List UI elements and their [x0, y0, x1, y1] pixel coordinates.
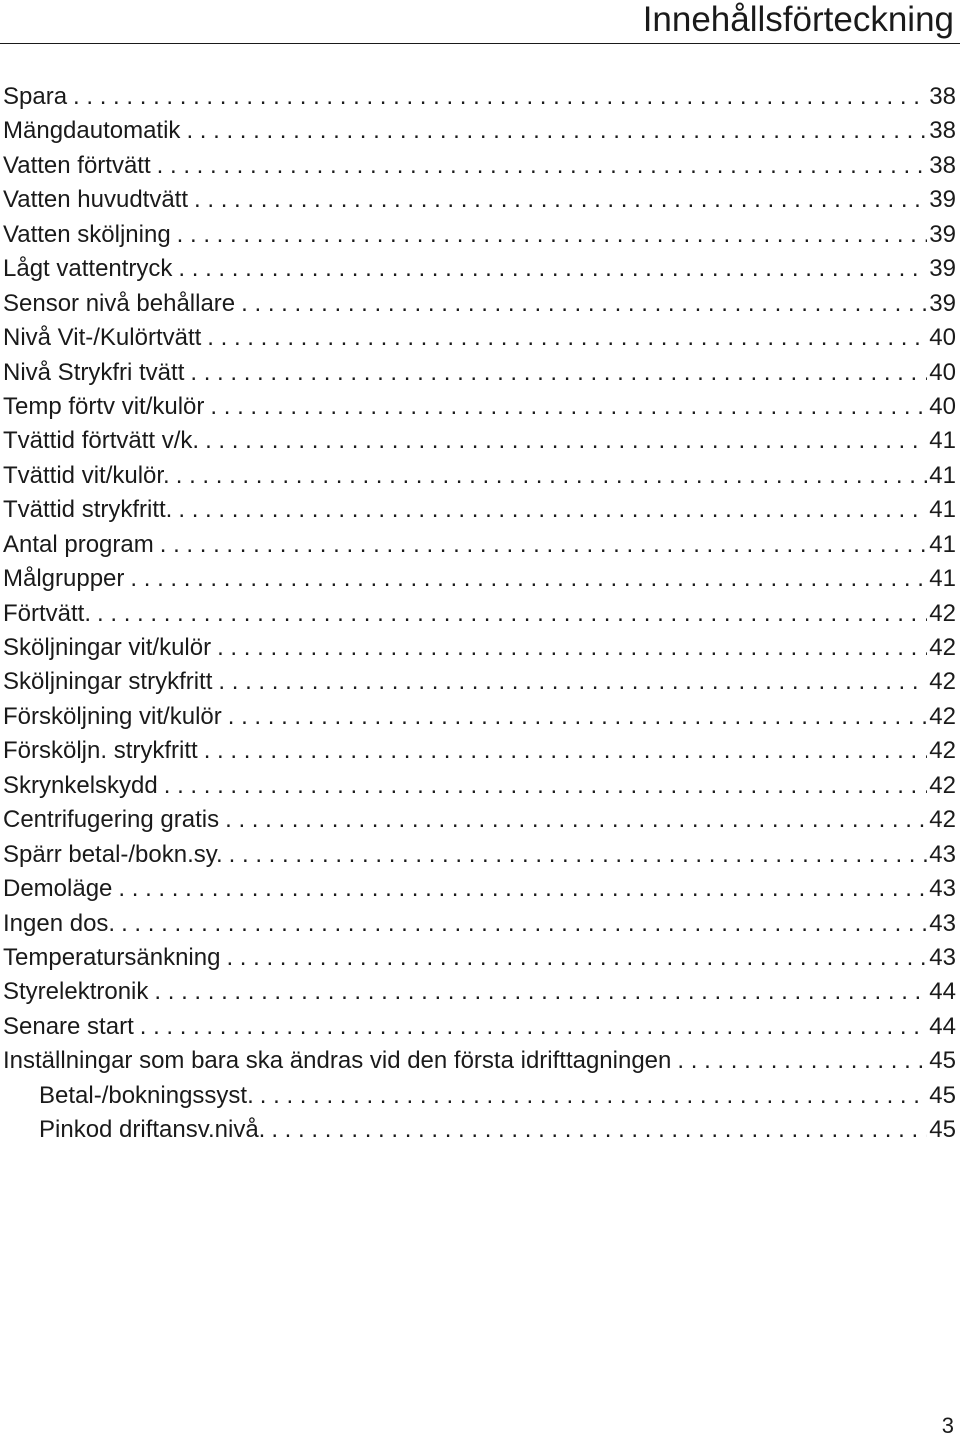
toc-entry-page: 40: [929, 324, 956, 352]
toc-entry-title: Centrifugering gratis: [3, 806, 220, 834]
toc-entry-page: 45: [929, 1116, 956, 1144]
toc-entry-title: Styrelektronik: [3, 978, 149, 1006]
toc-entry-page: 45: [929, 1081, 956, 1109]
toc-dot-leader: [118, 872, 927, 906]
toc-entry[interactable]: [3, 769, 956, 803]
toc-entry-title: Ingen dos.: [3, 909, 116, 937]
toc-entry[interactable]: [3, 562, 956, 596]
toc-entry-title: Inställningar som bara ska ändras vid den första idrifttagningen: [3, 1047, 672, 1075]
page-title: Innehållsförteckning: [642, 0, 954, 39]
toc-entry[interactable]: [3, 390, 956, 424]
toc-dot-leader: [228, 700, 928, 734]
toc-dot-leader: [271, 1113, 927, 1147]
toc-entry-title: Förtvätt.: [3, 599, 92, 627]
toc-entry-page: 42: [929, 771, 956, 799]
toc-entry[interactable]: [3, 114, 956, 148]
toc-dot-leader: [178, 493, 927, 527]
toc-entry-page: 43: [929, 909, 956, 937]
toc-entry-page: 42: [929, 737, 956, 765]
toc-entry-title: Sköljningar strykfritt: [3, 668, 213, 696]
title-divider: [0, 43, 960, 44]
toc-entry-title: Försköljn. strykfritt: [3, 737, 198, 765]
toc-entry-title: Betal-/bokningssyst.: [39, 1081, 254, 1109]
toc-entry[interactable]: [3, 1010, 956, 1044]
toc-dot-leader: [177, 218, 928, 252]
toc-entry-page: 45: [929, 1047, 956, 1075]
toc-entry-title: Nivå Strykfri tvätt: [3, 358, 185, 386]
toc-dot-leader: [130, 562, 927, 596]
toc-entry-page: 42: [929, 599, 956, 627]
toc-entry-page: 43: [929, 875, 956, 903]
toc-dot-leader: [217, 631, 927, 665]
toc-entry[interactable]: [3, 252, 956, 286]
toc-entry-page: 38: [929, 151, 956, 179]
toc-entry-page: 39: [929, 220, 956, 248]
toc-entry-page: 39: [929, 255, 956, 283]
toc-entry-page: 44: [929, 978, 956, 1006]
toc-entry[interactable]: [3, 493, 956, 527]
toc-entry-title: Vatten förtvätt: [3, 151, 151, 179]
toc-dot-leader: [121, 907, 927, 941]
toc-dot-leader: [154, 975, 927, 1009]
toc-entry-title: Tvättid strykfritt.: [3, 496, 173, 524]
toc-dot-leader: [677, 1044, 927, 1078]
toc-entry[interactable]: [3, 218, 956, 252]
toc-entry-title: Vatten huvudtvätt: [3, 186, 189, 214]
toc-entry-page: 42: [929, 702, 956, 730]
toc-entry-title: Sensor nivå behållare: [3, 289, 236, 317]
toc-dot-leader: [204, 734, 928, 768]
toc-entry[interactable]: [3, 1044, 956, 1078]
toc-entry-page: 41: [929, 565, 956, 593]
toc-entry[interactable]: [3, 287, 956, 321]
toc-entry-page: 41: [929, 461, 956, 489]
toc-entry[interactable]: [3, 597, 956, 631]
toc-entry-title: Demoläge: [3, 875, 113, 903]
toc-entry-title: Skrynkelskydd: [3, 771, 158, 799]
toc-dot-leader: [205, 424, 927, 458]
toc-entry[interactable]: [3, 838, 956, 872]
toc-entry-title: Mängdautomatik: [3, 117, 181, 145]
toc-entry-page: 41: [929, 530, 956, 558]
toc-entry-title: Spara: [3, 83, 68, 110]
toc-entry[interactable]: [3, 528, 956, 562]
toc-entry[interactable]: [3, 356, 956, 390]
toc-entry-title: Spärr betal-/bokn.sy.: [3, 840, 223, 868]
toc-entry[interactable]: [3, 665, 956, 699]
toc-entry[interactable]: [3, 941, 956, 975]
toc-entry-page: 42: [929, 668, 956, 696]
toc-entry-title: Försköljning vit/kulör: [3, 702, 222, 730]
toc-dot-leader: [97, 597, 927, 631]
toc-entry[interactable]: [3, 631, 956, 665]
toc-entry-title: Tvättid förtvätt v/k.: [3, 427, 200, 455]
toc-entry-page: 43: [929, 840, 956, 868]
toc-entry[interactable]: [3, 803, 956, 837]
toc-entry[interactable]: [3, 1079, 956, 1113]
toc-dot-leader: [178, 252, 927, 286]
toc-dot-leader: [157, 149, 928, 183]
toc-entry[interactable]: [3, 907, 956, 941]
toc-entry-title: Nivå Vit-/Kulörtvätt: [3, 324, 202, 352]
toc-dot-leader: [210, 390, 927, 424]
toc-dot-leader: [260, 1079, 928, 1113]
toc-entry-title: Antal program: [3, 530, 154, 558]
toc-dot-leader: [164, 769, 928, 803]
toc-dot-leader: [160, 528, 928, 562]
toc-entry-page: 43: [929, 943, 956, 971]
toc-entry[interactable]: [3, 872, 956, 906]
toc-dot-leader: [207, 321, 927, 355]
toc-dot-leader: [176, 459, 928, 493]
toc-dot-leader: [229, 838, 928, 872]
toc-dot-leader: [186, 114, 927, 148]
toc-dot-leader: [225, 803, 927, 837]
toc-dot-leader: [241, 287, 927, 321]
toc-entry[interactable]: [3, 1113, 956, 1147]
toc-entry-page: 39: [929, 289, 956, 317]
table-of-contents: [3, 80, 956, 1148]
toc-entry-page: 39: [929, 186, 956, 214]
toc-entry-page: 42: [929, 806, 956, 834]
toc-dot-leader: [140, 1010, 928, 1044]
toc-entry[interactable]: [3, 321, 956, 355]
toc-entry-page: 42: [929, 634, 956, 661]
toc-dot-leader: [226, 941, 927, 975]
toc-entry-title: Temperatursänkning: [3, 943, 221, 971]
toc-entry-title: Målgrupper: [3, 565, 125, 593]
toc-entry-page: 38: [929, 117, 956, 145]
toc-entry-title: Vatten sköljning: [3, 220, 171, 248]
toc-entry-title: Sköljningar vit/kulör: [3, 634, 212, 661]
toc-entry-title: Lågt vattentryck: [3, 255, 173, 283]
toc-entry-page: 44: [929, 1012, 956, 1040]
toc-entry[interactable]: [3, 700, 956, 734]
toc-entry-page: 41: [929, 496, 956, 524]
toc-dot-leader: [73, 80, 927, 114]
toc-entry-title: Senare start: [3, 1012, 134, 1040]
page-number: 3: [941, 1413, 954, 1438]
toc-entry-title: Tvättid vit/kulör.: [3, 461, 170, 489]
toc-entry-page: 41: [929, 427, 956, 455]
toc-entry-title: Pinkod driftansv.nivå.: [39, 1116, 266, 1144]
toc-entry-page: 38: [929, 83, 956, 110]
toc-entry[interactable]: [3, 459, 956, 493]
toc-entry[interactable]: [3, 975, 956, 1009]
toc-entry-title: Temp förtv vit/kulör: [3, 392, 205, 420]
toc-entry[interactable]: [3, 80, 956, 114]
toc-entry[interactable]: [3, 424, 956, 458]
toc-entry-page: 40: [929, 358, 956, 386]
toc-dot-leader: [190, 356, 927, 390]
toc-entry[interactable]: [3, 183, 956, 217]
toc-entry-page: 40: [929, 392, 956, 420]
toc-entry[interactable]: [3, 734, 956, 768]
toc-entry[interactable]: [3, 149, 956, 183]
toc-dot-leader: [218, 665, 927, 699]
toc-dot-leader: [194, 183, 927, 217]
